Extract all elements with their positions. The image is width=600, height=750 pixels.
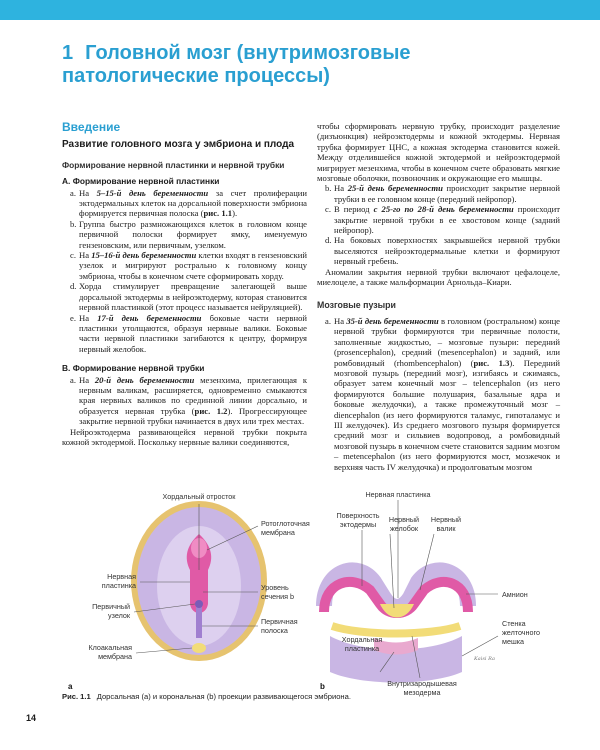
item-text: в головном (ростральном) конце нервной трубки формируются три первичные полости, заполненные жидкостью, – мозговые пузыри: передний (prosencephalon), средний (mesencephalon) и задний, или ромбовидный (rhombencephalon) (: [334, 315, 560, 368]
label-neural-plate-a-1: Нервная: [107, 572, 136, 581]
right-column: [317, 121, 560, 472]
item-text: На: [334, 183, 348, 194]
mesoderm-shape: [332, 626, 460, 634]
heading-neural-plate-tube: Формирование нервной пластинки и нервной трубки: [62, 159, 285, 170]
figure-caption: [62, 692, 562, 701]
figure-svg: [62, 486, 562, 698]
item-text: ). Прогрессирующее закрытие нервной трубки начинается в двух или трех местах.: [79, 405, 307, 427]
label-section-level-1: Уровень: [261, 583, 289, 592]
chapter-number: 1: [62, 42, 74, 64]
illustrator-signature: Kaisi Ra: [474, 656, 495, 662]
label-primitive-node-2: узелок: [108, 611, 130, 620]
item-text: На: [79, 312, 98, 323]
item-text: клетки входят в гензеновский узелок и мигрируют рострально к головному концу эмбриона, чтобы в конечном счете сформировать хорду.: [79, 250, 307, 281]
list-item: [317, 183, 560, 204]
label-neural-groove-1: Нервный: [388, 515, 420, 524]
item-letter: c.: [325, 204, 331, 215]
primitive-streak-shape: [196, 604, 202, 638]
neural-groove-fill: [380, 604, 414, 618]
label-mesoderm-1: Внутризародышевая: [387, 679, 457, 688]
label-notochordal-2: пластинка: [344, 644, 380, 653]
label-notochordal-1: Хордальная: [341, 635, 383, 644]
item-letter: b.: [325, 183, 332, 194]
item-text: мезенхима, прилегающая к нервным валикам, расширяется, одновременно смыкаются края нервных валиков по срединной линии дорсально, и образуется нервная трубка (: [79, 374, 307, 416]
item-text: за счет пролиферации эктодермальных клеток на дорсальной поверхности эмбриона формируется первичная полоска (: [79, 187, 307, 219]
heading-brain-vesicles: Мозговые пузыри: [317, 299, 396, 310]
item-figure-ref: рис. 1.1: [203, 208, 233, 219]
paragraph-anomalies: Аномалии закрытия нервной трубки включают цефалоцеле, миелоцеле, а также мальформации Арнольда–Киари.: [317, 266, 560, 288]
item-emphasis: 20-й день беременности: [94, 374, 195, 385]
page-number: 14: [26, 713, 37, 723]
list-item: [317, 235, 560, 266]
item-letter: d.: [325, 235, 332, 246]
left-column: [62, 118, 307, 447]
paragraph-intro: чтобы сформировать нервную трубку, происходит разделение (дизъюнкция) нейроэктодермы и кожной эктодермы. Нервная трубка формирует ЦНС, а кожная эктодерма становится кожей. Между отделившейся кожной эктодермой и нейроэктодермой мигрирует мезенхима, чтобы в конечном счете образовать мягкие мозговые оболочки, позвоночник и окружающие его мышцы.: [317, 121, 560, 184]
chapter-title: [62, 42, 562, 88]
leader-yolk-sac: [462, 636, 498, 656]
item-text: ). Передний мозговой пузырь (передний мозг), изгибаясь и сжимаясь, образует затем конечный мозг – telencephalon (из него формируются большие полушария, базальные ядра и боковые желудочки), а также промежуточный мозг – diencephalon (из него формируются таламус, гипоталамус и III желудочек). Из среднего мозгового пузыря формируется средний мозг и сильвиев водопровод, а ромбовидный мозговой пузырь в конечном счете становится задним мозгом – metencephalon (из него формируются мост, мозжечок и верхняя часть IV желудочка) и продолговатым мозгом: [334, 357, 560, 472]
chapter-title-text: Головной мозг (внутримозговые патологические процессы): [62, 42, 411, 87]
list-item: [62, 250, 307, 281]
panel-a-letter: a: [68, 682, 73, 691]
item-letter: a.: [325, 315, 331, 326]
label-mesoderm-2: мезодерма: [403, 688, 441, 697]
label-ectoderm-2: эктодермы: [339, 520, 377, 529]
list-item: [62, 281, 307, 312]
primitive-node-shape: [195, 600, 203, 608]
caption-number: Рис. 1.1: [62, 692, 91, 701]
item-text: В период: [334, 204, 374, 215]
item-emphasis: 15–16-й день беременности: [91, 250, 197, 261]
item-letter: e.: [70, 312, 76, 323]
item-emphasis: 5–15-й день беременности: [96, 187, 209, 198]
label-neural-plate-a-2: пластинка: [101, 581, 136, 590]
item-emphasis: с 25-го по 28-й день беременности: [373, 204, 514, 215]
cloacal-membrane-shape: [192, 643, 206, 653]
list-item: [62, 313, 307, 355]
item-text: На: [334, 315, 347, 326]
heading-block-b: B. Формирование нервной трубки: [62, 363, 205, 374]
label-neural-fold-1: Нервный: [430, 515, 462, 524]
item-text: Группа быстро размножающихся клеток в головном конце первичной полоски формирует ямку, именуемую гензеновским, или первичным, узелком.: [79, 218, 307, 250]
item-text: На: [79, 250, 92, 261]
label-ectoderm-1: Поверхность: [336, 511, 380, 520]
label-cloacal-1: Клоакальная: [88, 643, 132, 652]
paragraph-neuroectoderm: Нейроэктодерма развивающейся нервной трубки покрыта кожной эктодермой. Поскольку нервные валики соединяются,: [62, 426, 307, 447]
label-yolk-sac-3: мешка: [502, 637, 525, 646]
item-text: На: [79, 374, 95, 385]
label-primitive-streak-2: полоска: [261, 626, 288, 635]
item-text: На боковых поверхностях закрывшейся нервной трубки выселяются нейроэктодермальные клетки и формируют нервный гребень.: [334, 235, 560, 267]
label-dorsal-process: Хордальный отросток: [162, 492, 236, 501]
figure-1-1: [62, 486, 562, 698]
label-yolk-sac-1: Стенка: [502, 619, 526, 628]
item-letter: a.: [70, 374, 76, 385]
item-emphasis: 17-й день беременности: [97, 312, 202, 323]
label-yolk-sac-2: желточного: [502, 628, 540, 637]
top-color-bar: [0, 0, 600, 20]
item-letter: a.: [70, 187, 76, 198]
item-text: боковые части нервной пластинки утолщаются, образуя нервные валики. Боковые части нервной пластинки загибаются к центру, формируя нервный желобок.: [79, 312, 307, 354]
item-figure-ref: рис. 1.3: [473, 357, 510, 368]
subsection-title: Развитие головного мозга у эмбриона и плода: [62, 139, 295, 151]
item-text: происходит закрытие нервной трубки в ее хвостовом конце (задний нейропор).: [334, 204, 560, 236]
item-text: Хорда стимулирует превращение залегающей выше дорсальной эктодермы в нейроэктодерму, которая становится нервной пластинкой (этот процесс называется нейруляцией).: [79, 281, 307, 313]
label-neural-plate-b: Нервная пластинка: [365, 490, 431, 499]
amnion-shape: [324, 570, 468, 607]
item-text: На: [79, 187, 97, 198]
label-oropharyngeal-2: мембрана: [261, 528, 295, 537]
label-amnion: Амнион: [502, 590, 528, 599]
item-text: ).: [232, 208, 238, 219]
label-neural-fold-2: валик: [436, 524, 456, 533]
item-emphasis: 35-й день беременности: [346, 315, 439, 326]
label-section-level-2: сечения b: [261, 592, 294, 601]
item-letter: d.: [70, 281, 77, 292]
item-letter: c.: [70, 250, 76, 261]
caption-text: Дорсальная (a) и корональная (b) проекции развивающегося эмбриона.: [96, 692, 351, 701]
list-item: [317, 204, 560, 235]
item-figure-ref: рис. 1.2: [194, 405, 228, 416]
label-cloacal-2: мембрана: [98, 652, 132, 661]
item-text: происходит закрытие нервной трубки в ее головном конце (передний нейропор).: [334, 183, 560, 204]
heading-block-a: A. Формирование нервной пластинки: [62, 176, 220, 187]
list-item: [62, 219, 307, 250]
list-item: [62, 375, 307, 427]
item-letter: b.: [70, 218, 77, 229]
label-primitive-streak-1: Первичная: [261, 617, 298, 626]
list-item: [62, 188, 307, 219]
section-title: Введение: [62, 120, 121, 134]
panel-a-drawing: [131, 501, 267, 661]
item-emphasis: 25-й день беременности: [347, 183, 443, 194]
label-oropharyngeal-1: Ротоглоточная: [261, 519, 310, 528]
label-primitive-node-1: Первичный: [92, 602, 130, 611]
list-item: [317, 316, 560, 472]
label-neural-groove-2: желобок: [389, 524, 419, 533]
panel-b-letter: b: [320, 682, 325, 691]
